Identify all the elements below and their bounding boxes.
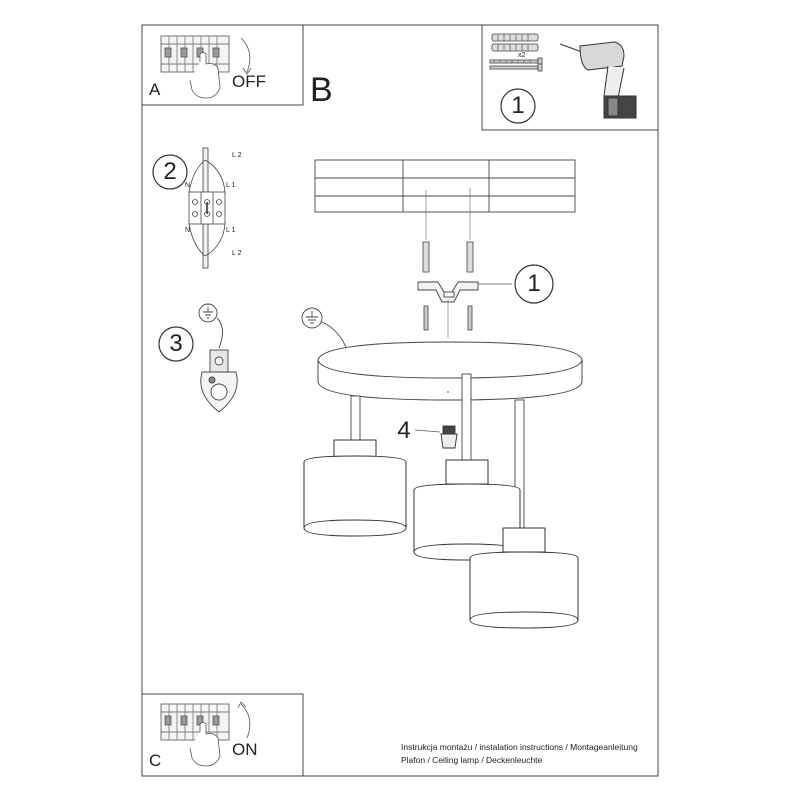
step-1-mount-number: 1	[527, 270, 541, 297]
panel-a-letter: A	[149, 80, 161, 99]
terminal-label-bottom-n: N	[185, 227, 191, 234]
panel-c-state-text: ON	[232, 740, 258, 759]
dowel-icon	[423, 242, 473, 272]
ceiling-slab	[315, 160, 575, 212]
terminal-label-top-l2: L 2	[232, 152, 242, 159]
terminal-label-bottom-l2: L 2	[232, 250, 242, 257]
caption-line-1: Instrukcja montażu / instalation instructions / Montageanleitung	[401, 742, 638, 752]
terminal-label-top-n: N	[185, 182, 191, 189]
lamp-shade	[304, 440, 406, 536]
panel-c-letter: C	[149, 751, 162, 770]
caption-line-2: Plafon / Ceiling lamp / Deckenleuchte	[401, 755, 543, 765]
mounting-bracket-icon	[418, 282, 478, 302]
terminal-block-icon	[189, 148, 225, 268]
step-1-drill-number: 1	[511, 92, 525, 119]
step-4-number: 4	[397, 417, 411, 444]
screw-quantity: x2	[518, 52, 526, 59]
panel-a-state-text: OFF	[232, 72, 266, 91]
step-2-number: 2	[163, 158, 177, 185]
step-3-number: 3	[169, 330, 183, 357]
terminal-label-top-l1: L 1	[226, 182, 236, 189]
terminal-label-bottom-l1: L 1	[226, 227, 236, 234]
ground-symbol-icon	[302, 308, 348, 352]
panel-b-letter: B	[310, 71, 333, 109]
ceiling-canopy	[318, 342, 582, 400]
ground-connector-icon	[199, 304, 237, 412]
